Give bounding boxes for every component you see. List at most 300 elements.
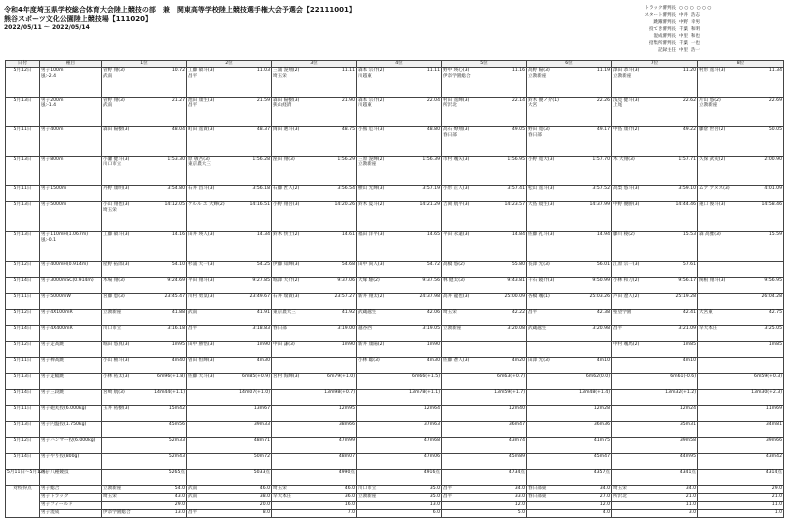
place-cell: [187, 405, 272, 421]
athlete-name: 中村 颯馬(2): [613, 341, 640, 347]
place-cell: [102, 309, 187, 325]
event-name: [40, 421, 102, 437]
place-content: [358, 127, 440, 133]
place-cell: [272, 421, 357, 437]
athlete-school: 立教新座: [358, 162, 377, 168]
place-content: [443, 278, 525, 284]
athlete-name: 鈴木 優ノ介(1): [528, 97, 559, 103]
place-content: [613, 358, 696, 364]
athlete-school: 春日部: [528, 132, 542, 138]
athlete-name: 片山 悠(2): [699, 97, 721, 103]
team-points: 34.0: [599, 486, 610, 491]
place-cell: [272, 156, 357, 186]
result-mark: 3:57.52: [592, 186, 610, 192]
place-top: [103, 262, 185, 268]
athlete-name: 高橋 悠(2): [443, 261, 465, 267]
place-content: [358, 342, 440, 348]
result-mark: 43m74: [508, 437, 525, 443]
place-cell: [102, 293, 187, 309]
scoring-cell: [187, 502, 272, 510]
place-cell: [442, 357, 527, 373]
result-mark: 41.91: [256, 309, 270, 315]
place-cell: [527, 405, 612, 421]
place-content: [103, 470, 185, 476]
result-mark: 3:16.18: [167, 325, 185, 331]
scoring-cell: [102, 494, 187, 502]
place-top: [103, 342, 185, 348]
place-top: [528, 454, 610, 460]
athlete-name: 野中 瑛心(3): [443, 68, 470, 73]
athlete-name: 佐藤 礼斗(3): [528, 232, 555, 238]
place-cell: [442, 309, 527, 325]
result-mark: 9:43.81: [507, 277, 525, 283]
result-mark: 35m31: [679, 421, 696, 427]
place-top: [358, 470, 440, 476]
result-mark: 3:59.10: [678, 186, 696, 192]
place-top: [358, 422, 440, 428]
place-top: [103, 232, 185, 238]
place-cell: [187, 389, 272, 405]
place-cell: [357, 389, 442, 405]
athlete-name: 小林 和刀(2): [613, 277, 640, 283]
scoring-content: [358, 502, 440, 508]
official-names: [679, 5, 786, 12]
place-content: [443, 232, 525, 238]
team-name: 昌平: [443, 486, 453, 491]
athlete-name: 松山 遥斗(3): [528, 186, 555, 192]
result-mark: 11.34: [768, 68, 782, 73]
place-cell: [102, 156, 187, 186]
scoring-cell: [102, 502, 187, 510]
place-cell: [612, 127, 698, 157]
event-row: [6, 405, 784, 421]
event-row: [6, 293, 784, 309]
result-mark: 26:04.28: [761, 293, 782, 299]
place-top: [528, 358, 610, 364]
column-header: 日付: [6, 61, 40, 68]
athlete-name: 小林 聡(3): [358, 357, 380, 363]
event-title: 男子4X100mR: [41, 309, 73, 315]
place-content: [613, 342, 696, 348]
place-cell: [357, 97, 442, 127]
place-content: [443, 186, 525, 192]
place-content: [613, 374, 696, 380]
scoring-content: [613, 510, 696, 516]
place-content: [613, 262, 696, 268]
official-name: 中野: [679, 20, 688, 25]
athlete-school: 川越東: [358, 73, 372, 79]
place-cell: [527, 127, 612, 157]
event-title: 男子三段跳: [41, 389, 64, 395]
result-mark: 23:45.47: [164, 293, 185, 299]
athlete-name: 高石 燎翔(3): [443, 127, 470, 133]
place-top: [358, 326, 440, 332]
column-header: 種目: [40, 61, 102, 68]
event-date: 5月11日: [6, 357, 40, 373]
place-cell: [612, 186, 698, 202]
team-points: 13.0: [429, 502, 440, 507]
event-name: [40, 127, 102, 157]
place-cell: [272, 469, 357, 485]
place-content: [699, 326, 782, 332]
event-wind: 風:-2.4: [41, 73, 57, 79]
athlete-name: 江原 宗一(3): [613, 261, 640, 267]
place-top: [188, 278, 270, 284]
place-cell: [357, 186, 442, 202]
place-cell: [612, 405, 698, 421]
official-name: 千葉: [679, 27, 688, 32]
place-top: [358, 310, 440, 316]
place-top: [358, 278, 440, 284]
place-content: [528, 157, 610, 163]
athlete-name: 小熊 厄斗(3): [358, 127, 385, 133]
place-cell: [187, 156, 272, 186]
place-content: [528, 186, 610, 192]
result-mark: 41.88: [171, 309, 185, 315]
result-mark: 22.62: [682, 97, 696, 103]
result-mark: 54.72: [426, 261, 440, 267]
place-cell: [102, 405, 187, 421]
scoring-content: [528, 494, 610, 500]
place-top: [699, 390, 782, 396]
place-content: [358, 186, 440, 192]
result-mark: 4357点: [593, 469, 610, 475]
place-top: [358, 262, 440, 268]
place-cell: [272, 293, 357, 309]
event-date: 5月12日: [6, 341, 40, 357]
result-mark: 6m61(-0.6): [670, 373, 696, 379]
place-cell: [698, 309, 784, 325]
result-mark: 3:57.19: [422, 186, 440, 192]
result-mark: 9:27.85: [252, 277, 270, 283]
event-row: [6, 453, 784, 469]
place-content: [613, 68, 696, 79]
athlete-name: 藤倉 世吾(2): [699, 127, 726, 133]
place-cell: [187, 261, 272, 277]
scoring-content: [103, 494, 185, 500]
event-name: [40, 405, 102, 421]
place-content: [528, 68, 610, 79]
meet-title: 令和4年度埼玉県学校総合体育大会陸上競技の部 兼 関東高等学校陸上競技選手権大会予選会【22111001】: [4, 6, 356, 14]
place-content: [358, 262, 440, 268]
scoring-cell: [698, 510, 784, 518]
scoring-cell: [527, 486, 612, 494]
result-mark: 4314点: [765, 469, 782, 475]
event-date: 5月11日: [6, 293, 40, 309]
place-cell: [698, 261, 784, 277]
place-content: [103, 68, 185, 79]
place-top: [443, 374, 525, 380]
result-mark: 25:03.26: [589, 293, 610, 299]
event-title: 男子走幅跳: [41, 373, 64, 379]
result-mark: 13m98(+0.7): [324, 389, 355, 395]
place-cell: [187, 357, 272, 373]
place-cell: [187, 309, 272, 325]
place-content: [273, 326, 355, 332]
place-top: [273, 278, 355, 284]
team-points: 12.0: [514, 502, 525, 507]
place-cell: [527, 309, 612, 325]
result-mark: 12m28: [593, 405, 610, 411]
place-top: [358, 202, 440, 208]
scoring-content: [443, 502, 525, 508]
place-top: [103, 186, 185, 192]
place-content: [528, 262, 610, 268]
athlete-name: 武蔵越生: [358, 309, 377, 315]
place-cell: [357, 309, 442, 325]
place-cell: [698, 68, 784, 98]
place-cell: [612, 373, 698, 389]
place-cell: [527, 186, 612, 202]
result-mark: 14.61: [341, 232, 355, 238]
athlete-name: ケルル エ 大輝(2): [188, 202, 225, 208]
place-content: [103, 127, 185, 133]
event-title: 男子やり投(800g): [41, 453, 80, 459]
place-top: [358, 374, 440, 380]
result-mark: 13m48(+1.4): [579, 389, 610, 395]
team-points: 36.0: [344, 494, 355, 499]
place-content: [699, 98, 782, 109]
scoring-cell: [442, 494, 527, 502]
place-cell: [187, 293, 272, 309]
place-cell: [102, 97, 187, 127]
official-role: 混成審判長: [653, 34, 676, 39]
event-name: [40, 389, 102, 405]
official-row: [636, 26, 786, 33]
place-cell: [187, 232, 272, 262]
place-cell: [272, 389, 357, 405]
athlete-name: 昌平: [188, 325, 198, 331]
place-top: [528, 157, 610, 163]
athlete-school: 上尾: [613, 103, 623, 109]
place-top: [699, 127, 782, 133]
scoring-cell: [698, 486, 784, 494]
place-content: [188, 470, 270, 476]
place-content: [103, 186, 185, 192]
result-mark: 54.10: [171, 261, 185, 267]
result-mark: 4341点: [679, 469, 696, 475]
place-content: [528, 127, 610, 138]
event-date: 5月12日: [6, 261, 40, 277]
place-content: [103, 157, 185, 168]
scoring-cell: [698, 502, 784, 510]
place-content: [613, 202, 696, 208]
place-cell: [357, 469, 442, 485]
place-cell: [187, 469, 272, 485]
event-date: 5月12日: [6, 437, 40, 453]
result-mark: 54.25: [256, 261, 270, 267]
place-top: [613, 406, 696, 412]
place-cell: [272, 232, 357, 262]
scoring-content: [613, 494, 696, 500]
team-name: 春日部東: [528, 494, 547, 499]
athlete-name: 聖望学園: [613, 309, 632, 315]
result-mark: 50m72: [253, 453, 270, 459]
event-row: [6, 421, 784, 437]
result-mark: 49.05: [511, 127, 525, 133]
team-points: 29.0: [771, 486, 782, 491]
place-cell: [527, 389, 612, 405]
place-top: [358, 342, 440, 348]
place-content: [273, 232, 355, 238]
event-row: [6, 325, 784, 341]
event-title: 男子4X400mR: [41, 325, 73, 331]
place-cell: [698, 405, 784, 421]
place-cell: [272, 373, 357, 389]
place-content: [613, 406, 696, 412]
place-content: [443, 157, 525, 163]
place-cell: [357, 232, 442, 262]
event-date: 5月13日: [6, 373, 40, 389]
result-mark: 14:58.46: [761, 202, 782, 208]
place-content: [358, 278, 440, 284]
place-cell: [187, 325, 272, 341]
place-top: [699, 422, 782, 428]
athlete-name: 大宮東: [699, 309, 713, 315]
place-cell: [272, 202, 357, 232]
place-cell: [357, 127, 442, 157]
official-row: [636, 5, 786, 12]
result-mark: 3:57.41: [507, 186, 525, 192]
event-row: [6, 357, 784, 373]
place-cell: [357, 293, 442, 309]
team-points: 11.0: [771, 502, 782, 507]
place-top: [103, 422, 185, 428]
place-top: [443, 310, 525, 316]
result-mark: 6m79(+1.0): [327, 373, 355, 379]
result-mark: 13m30(+2.3): [751, 389, 782, 395]
place-content: [443, 310, 525, 316]
place-content: [613, 470, 696, 476]
team-name: 立教新座: [103, 486, 122, 491]
result-mark: 9:56.95: [764, 277, 782, 283]
athlete-name: 小瀬 健斗(3): [103, 156, 130, 162]
place-content: [273, 68, 355, 79]
result-mark: 25:19.28: [675, 293, 696, 299]
place-cell: [698, 293, 784, 309]
event-name: [40, 97, 102, 127]
scoring-category: 男子混成: [40, 510, 102, 518]
place-content: [273, 342, 355, 348]
team-name: 早大本庄: [273, 494, 292, 499]
athlete-name: 小形 正人(3): [443, 186, 470, 192]
result-mark: 1m90: [256, 341, 270, 347]
athlete-name: 池田 康生(3): [188, 97, 215, 103]
scoring-content: [613, 502, 696, 508]
scoring-cell: [272, 494, 357, 502]
result-mark: 3:54.80: [167, 186, 185, 192]
result-mark: 14.94: [596, 232, 610, 238]
athlete-name: 中田 謙(3): [273, 341, 295, 347]
place-cell: [612, 309, 698, 325]
result-mark: 4m30: [426, 357, 440, 363]
place-content: [699, 438, 782, 444]
place-top: [443, 406, 525, 412]
athlete-name: 森田 陽樹(3): [273, 97, 300, 103]
place-content: [273, 310, 355, 316]
scoring-row: [6, 502, 784, 510]
event-title: 男子110mH(1.067m): [41, 232, 89, 238]
result-mark: 1:57.71: [678, 156, 696, 162]
scoring-cell: [357, 486, 442, 494]
place-content: [188, 157, 270, 168]
place-cell: [102, 469, 187, 485]
athlete-name: 村田 遥輝(3): [443, 97, 470, 103]
place-cell: [527, 261, 612, 277]
event-title: 男子400m: [41, 127, 64, 133]
event-name: [40, 357, 102, 373]
place-cell: [442, 97, 527, 127]
scoring-row: [6, 486, 784, 494]
place-top: [699, 406, 782, 412]
place-cell: [357, 357, 442, 373]
result-mark: 48.37: [256, 127, 270, 133]
result-mark: 3:56.54: [337, 186, 355, 192]
place-cell: [527, 97, 612, 127]
team-points: 21.0: [771, 494, 782, 499]
scoring-content: [528, 502, 610, 508]
place-cell: [527, 341, 612, 357]
venue-title: 熊谷スポーツ文化公園陸上競技場【111020】: [4, 15, 152, 23]
result-mark: 45m89: [508, 453, 525, 459]
scoring-cell: [187, 486, 272, 494]
place-cell: [442, 232, 527, 262]
place-content: [613, 278, 696, 284]
scoring-content: [188, 510, 270, 516]
place-top: [613, 294, 696, 300]
place-top: [613, 438, 696, 444]
result-mark: 48m71: [253, 437, 270, 443]
team-name: 武南: [188, 494, 198, 499]
team-name: 埼玉栄: [613, 486, 627, 491]
result-mark: 45m47: [593, 453, 610, 459]
team-points: 35.0: [429, 486, 440, 491]
result-mark: 6m96(+1.8): [157, 373, 185, 379]
place-cell: [357, 261, 442, 277]
place-top: [273, 262, 355, 268]
place-top: [273, 390, 355, 396]
team-points: 43.0: [174, 494, 185, 499]
team-points: 16.0: [344, 502, 355, 507]
result-mark: 6m85(+0.9): [242, 373, 270, 379]
athlete-school: 昌平: [188, 73, 198, 79]
place-cell: [272, 341, 357, 357]
place-cell: [527, 68, 612, 98]
scoring-content: [273, 510, 355, 516]
place-content: [273, 438, 355, 444]
place-cell: [187, 341, 272, 357]
place-top: [528, 326, 610, 332]
place-top: [443, 422, 525, 428]
scoring-cell: [612, 494, 698, 502]
result-mark: 14m07(+1.0): [239, 389, 270, 395]
result-mark: 36m47: [508, 421, 525, 427]
event-date: 5月13日: [6, 97, 40, 127]
place-top: [103, 326, 185, 332]
athlete-name: 林 健太(3): [443, 277, 465, 283]
athlete-name: 市村 颯矢(3): [443, 156, 470, 162]
place-top: [188, 390, 270, 396]
result-mark: 1:56.29: [337, 156, 355, 162]
athlete-name: 田中 勝悟(3): [188, 341, 215, 347]
athlete-name: 中野 優勝(3): [613, 202, 640, 208]
place-content: [358, 310, 440, 316]
place-top: [188, 454, 270, 460]
place-content: [443, 127, 525, 138]
place-cell: [527, 373, 612, 389]
place-cell: [272, 453, 357, 469]
athlete-name: 町田 遥貴(3): [188, 127, 215, 133]
